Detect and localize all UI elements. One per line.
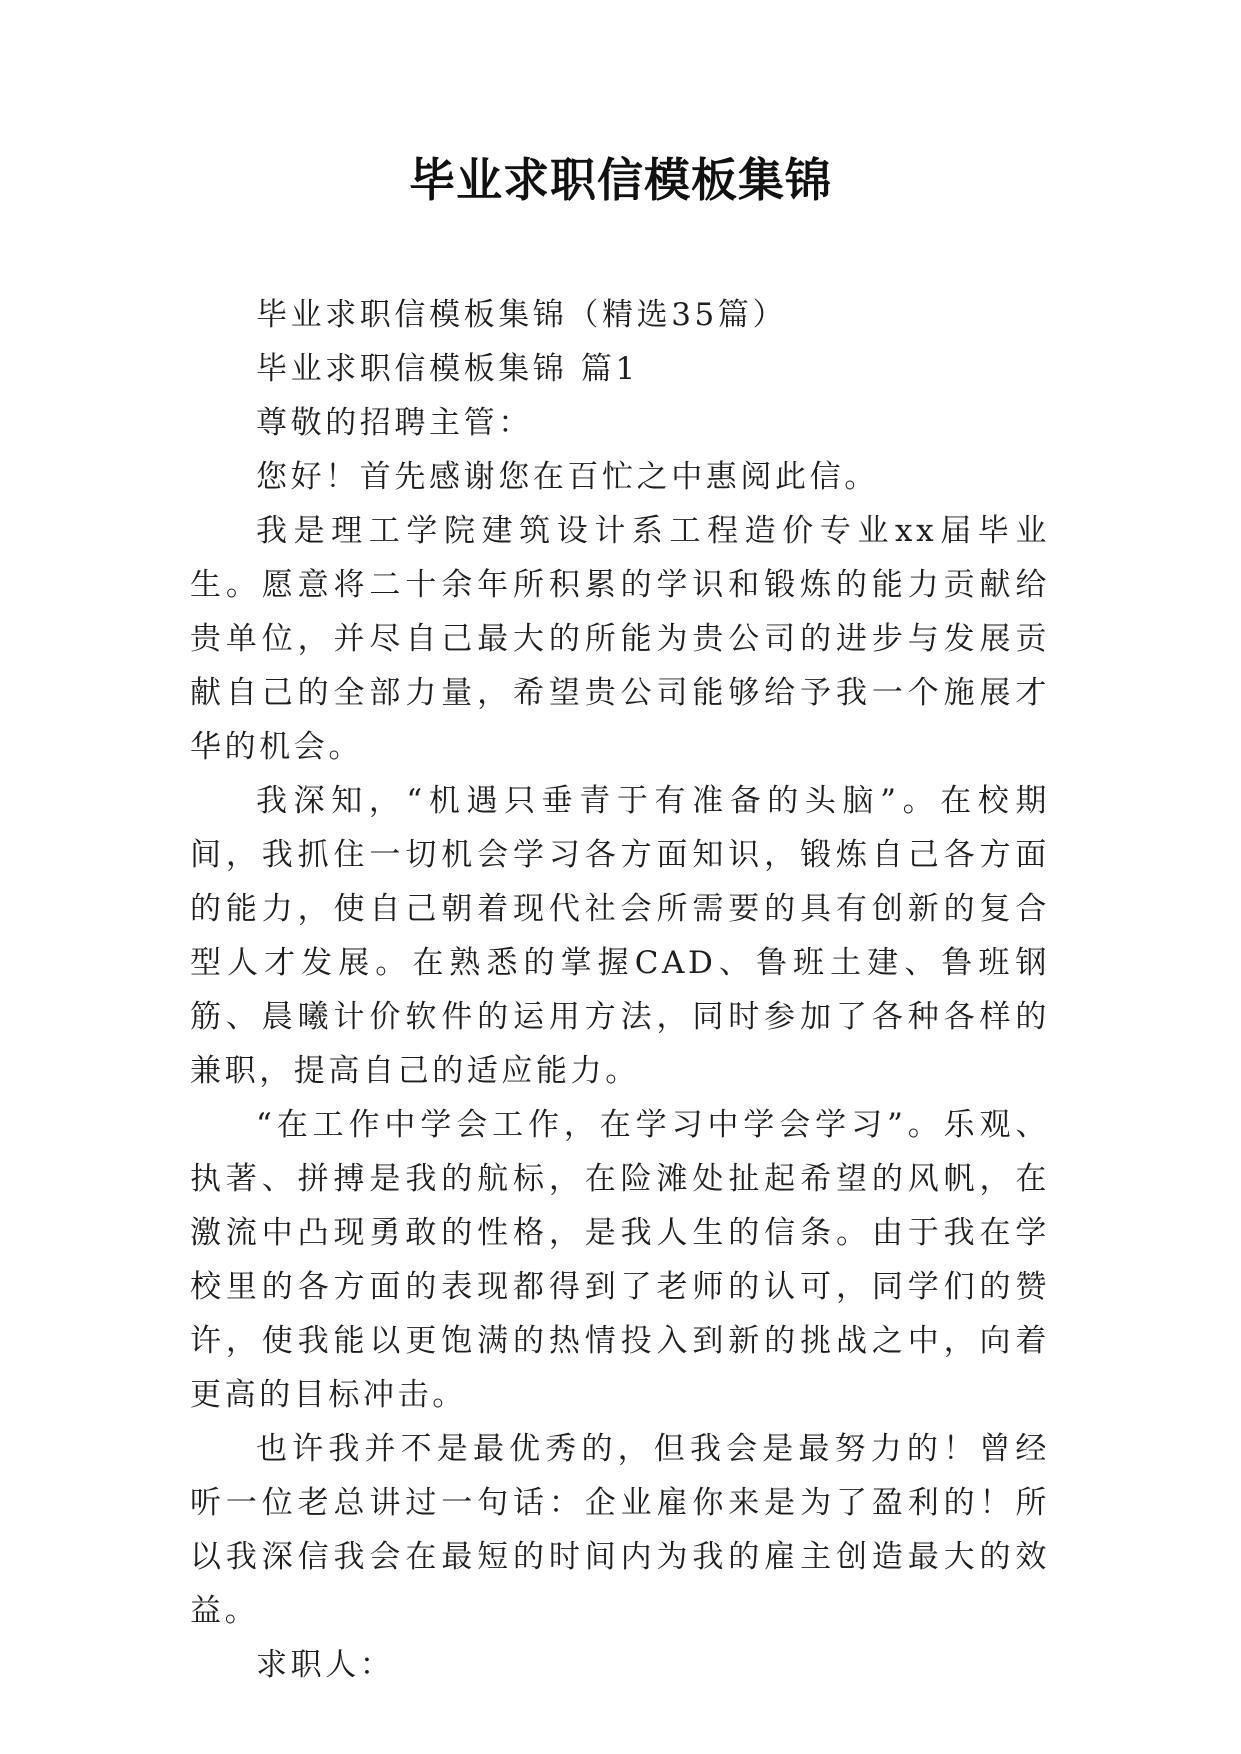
signature-line: 求职人： bbox=[256, 1647, 395, 1683]
greeting-paragraph: 您好！首先感谢您在百忙之中惠阅此信。 bbox=[256, 459, 879, 495]
document-body bbox=[190, 288, 1050, 1692]
body-paragraph: 我是理工学院建筑设计系工程造价专业xx届毕业生。愿意将二十余年所积累的学识和锻炼的能力贡献给贵单位，并尽自己最大的所能为贵公司的进步与发展贡献自己的全部力量，希望贵公司能够给予我一个施展才华的机会。 bbox=[190, 513, 1050, 765]
body-paragraph: “在工作中学会工作，在学习中学会学习”。乐观、执著、拼搏是我的航标，在险滩处扯起希望的风帆，在激流中凸现勇敢的性格，是我人生的信条。由于我在学校里的各方面的表现都得到了老师的认可，同学们的赞许，使我能以更饱满的热情投入到新的挑战之中，向着更高的目标冲击。 bbox=[190, 1107, 1050, 1413]
body-paragraph: 也许我并不是最优秀的，但我会是最努力的！曾经听一位老总讲过一句话：企业雇你来是为了盈利的！所以我深信我会在最短的时间内为我的雇主创造最大的效益。 bbox=[190, 1431, 1050, 1629]
subtitle-paragraph: 毕业求职信模板集锦（精选35篇） bbox=[256, 297, 788, 333]
section-heading: 毕业求职信模板集锦 篇1 bbox=[256, 351, 639, 387]
document-title: 毕业求职信模板集锦 bbox=[409, 153, 832, 207]
body-paragraph: 我深知，“机遇只垂青于有准备的头脑”。在校期间，我抓住一切机会学习各方面知识，锻炼自己各方面的能力，使自己朝着现代社会所需要的具有创新的复合型人才发展。在熟悉的掌握CAD、鲁班土建、鲁班钢筋、晨曦计价软件的运用方法，同时参加了各种各样的兼职，提高自己的适应能力。 bbox=[190, 783, 1050, 1089]
salutation: 尊敬的招聘主管： bbox=[256, 405, 533, 441]
